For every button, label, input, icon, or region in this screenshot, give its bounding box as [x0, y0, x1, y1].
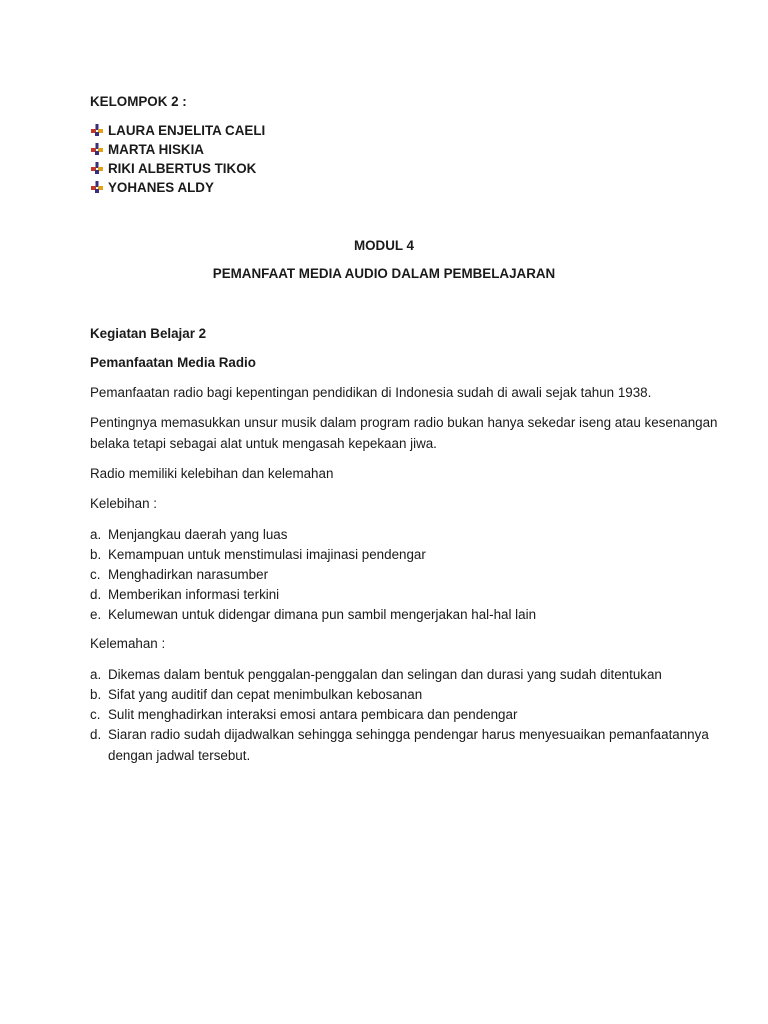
paragraph: Radio memiliki kelebihan dan kelemahan — [90, 466, 334, 481]
list-text: Menjangkau daerah yang luas — [108, 527, 288, 542]
hand-pointer-bullet-icon — [90, 142, 104, 156]
list-item — [90, 605, 536, 624]
advantages-title: Kelebihan : — [90, 496, 158, 511]
list-text: Kemampuan untuk menstimulasi imajinasi pendengar — [108, 547, 426, 562]
list-item — [90, 545, 426, 564]
hand-pointer-bullet-icon — [90, 161, 104, 175]
disadvantages-title: Kelemahan : — [90, 636, 166, 651]
list-marker: d. — [90, 587, 102, 602]
list-text: Dikemas dalam bentuk penggalan-penggalan dan selingan dan durasi yang sudah ditentukan — [108, 667, 662, 682]
list-item — [90, 585, 279, 604]
list-text: Sifat yang auditif dan cepat menimbulkan kebosanan — [108, 687, 423, 702]
activity-heading: Kegiatan Belajar 2 — [90, 326, 207, 341]
list-item — [90, 725, 709, 744]
list-item — [90, 565, 268, 584]
list-marker: b. — [90, 547, 102, 562]
member-name: LAURA ENJELITA CAELI — [108, 123, 266, 138]
paragraph: Pemanfaatan radio bagi kepentingan pendidikan di Indonesia sudah di awali sejak tahun 1938. — [90, 385, 652, 400]
member-item — [90, 140, 204, 159]
list-marker: e. — [90, 607, 102, 622]
list-marker: c. — [90, 567, 101, 582]
list-marker: d. — [90, 727, 102, 742]
group-title: KELOMPOK 2 : — [90, 94, 187, 109]
hand-pointer-bullet-icon — [90, 123, 104, 137]
list-marker: a. — [90, 667, 102, 682]
list-item — [90, 665, 662, 684]
list-marker: a. — [90, 527, 102, 542]
member-item — [90, 178, 214, 197]
hand-pointer-bullet-icon — [90, 180, 104, 194]
list-item — [90, 685, 422, 704]
module-title: PEMANFAAT MEDIA AUDIO DALAM PEMBELAJARAN — [212, 266, 556, 281]
list-text: Siaran radio sudah dijadwalkan sehingga sehingga pendengar harus menyesuaikan pemanfaatannya — [108, 727, 709, 742]
list-text: Menghadirkan narasumber — [108, 567, 269, 582]
member-name: MARTA HISKIA — [108, 142, 204, 157]
list-marker: b. — [90, 687, 102, 702]
list-text-continuation: dengan jadwal tersebut. — [108, 748, 251, 763]
paragraph: Pentingnya memasukkan unsur musik dalam program radio bukan hanya sekedar iseng atau kesenangan — [90, 415, 718, 430]
list-text: Memberikan informasi terkini — [108, 587, 280, 602]
list-marker: c. — [90, 707, 101, 722]
list-text: Kelumewan untuk didengar dimana pun sambil mengerjakan hal-hal lain — [108, 607, 537, 622]
member-item — [90, 159, 256, 178]
list-text: Sulit menghadirkan interaksi emosi antara pembicara dan pendengar — [108, 707, 518, 722]
section-heading: Pemanfaatan Media Radio — [90, 355, 256, 370]
member-name: RIKI ALBERTUS TIKOK — [108, 161, 257, 176]
member-name: YOHANES ALDY — [108, 180, 214, 195]
list-item — [90, 525, 287, 544]
list-item — [90, 705, 517, 724]
paragraph: belaka tetapi sebagai alat untuk mengasah kepekaan jiwa. — [90, 436, 437, 451]
module-label: MODUL 4 — [353, 238, 415, 253]
member-item — [90, 121, 265, 140]
